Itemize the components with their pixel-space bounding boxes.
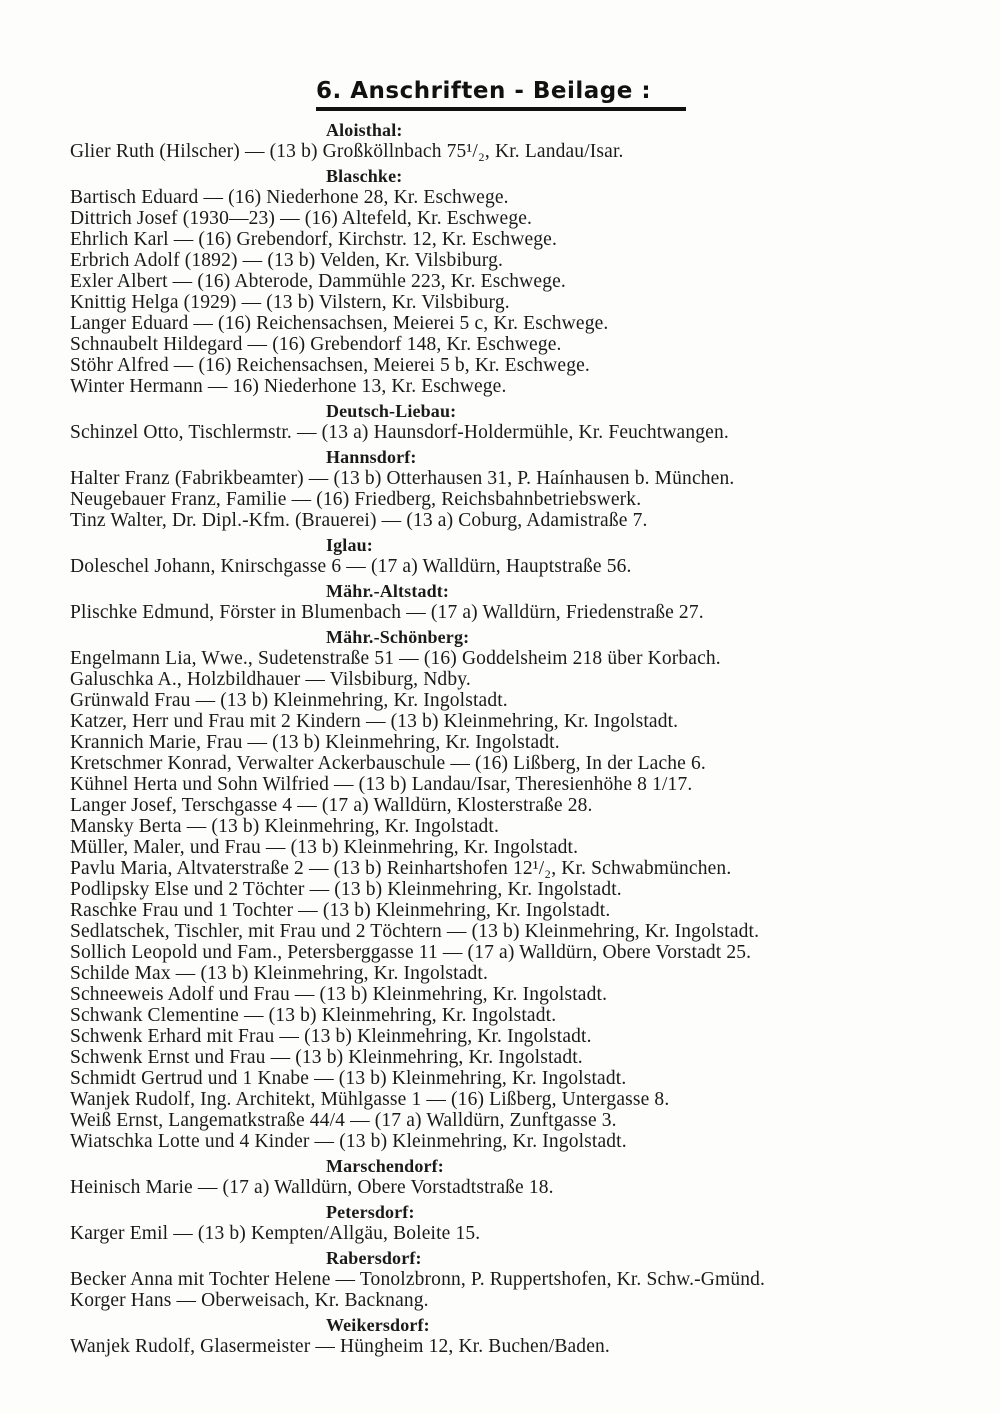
section-heading: Mähr.-Altstadt:: [326, 581, 450, 601]
address-entry: Ehrlich Karl — (16) Grebendorf, Kirchstr. 12, Kr. Eschwege.: [70, 229, 557, 250]
section: [70, 1247, 970, 1311]
section: [70, 1155, 970, 1198]
address-entry: Tinz Walter, Dr. Dipl.-Kfm. (Brauerei) — (13 a) Coburg, Adamistraße 7.: [70, 510, 648, 531]
address-entry: Bartisch Eduard — (16) Niederhone 28, Kr. Eschwege.: [70, 187, 509, 208]
address-list: [70, 116, 970, 1357]
address-entry: Glier Ruth (Hilscher) — (13 b) Großköllnbach 75¹/₂, Kr. Landau/Isar.: [70, 141, 624, 162]
section: [70, 626, 970, 1152]
address-entry: Sedlatschek, Tischler, mit Frau und 2 Töchtern — (13 b) Kleinmehring, Kr. Ingolstadt.: [70, 921, 760, 942]
address-entry: Schinzel Otto, Tischlermstr. — (13 a) Haunsdorf-Holdermühle, Kr. Feuchtwangen.: [70, 422, 729, 443]
section: [70, 1314, 970, 1357]
section: [70, 1201, 970, 1244]
address-entry: Erbrich Adolf (1892) — (13 b) Velden, Kr. Vilsbiburg.: [70, 250, 504, 271]
address-entry: Podlipsky Else und 2 Töchter — (13 b) Kleinmehring, Kr. Ingolstadt.: [70, 879, 622, 900]
section-heading: Petersdorf:: [326, 1202, 415, 1222]
address-entry: Langer Josef, Terschgasse 4 — (17 a) Walldürn, Klosterstraße 28.: [70, 795, 593, 816]
address-entry: Karger Emil — (13 b) Kempten/Allgäu, Boleite 15.: [70, 1223, 481, 1244]
address-entry: Heinisch Marie — (17 a) Walldürn, Obere Vorstadtstraße 18.: [70, 1177, 554, 1198]
address-entry: Weiß Ernst, Langematkstraße 44/4 — (17 a) Walldürn, Zunftgasse 3.: [70, 1110, 617, 1131]
section: [70, 534, 970, 577]
section-heading: Blaschke:: [326, 166, 403, 186]
address-entry: Schwenk Ernst und Frau — (13 b) Kleinmehring, Kr. Ingolstadt.: [70, 1047, 583, 1068]
section-heading: Deutsch-Liebau:: [326, 401, 457, 421]
address-entry: Katzer, Herr und Frau mit 2 Kindern — (13 b) Kleinmehring, Kr. Ingolstadt.: [70, 711, 679, 732]
address-entry: Korger Hans — Oberweisach, Kr. Backnang.: [70, 1290, 429, 1311]
address-entry: Pavlu Maria, Altvaterstraße 2 — (13 b) Reinhartshofen 12¹/₂, Kr. Schwabmünchen.: [70, 858, 732, 879]
address-entry: Müller, Maler, und Frau — (13 b) Kleinmehring, Kr. Ingolstadt.: [70, 837, 579, 858]
address-entry: Becker Anna mit Tochter Helene — Tonolzbronn, P. Ruppertshofen, Kr. Schw.-Gmünd.: [70, 1269, 766, 1290]
address-entry: Knittig Helga (1929) — (13 b) Vilstern, Kr. Vilsbiburg.: [70, 292, 510, 313]
section: [70, 400, 970, 443]
section-heading: Hannsdorf:: [326, 447, 417, 467]
section: [70, 580, 970, 623]
section-heading: Mähr.-Schönberg:: [326, 627, 470, 647]
address-entry: Kretschmer Konrad, Verwalter Ackerbauschule — (16) Lißberg, In der Lache 6.: [70, 753, 706, 774]
address-entry: Plischke Edmund, Förster in Blumenbach — (17 a) Walldürn, Friedenstraße 27.: [70, 602, 704, 623]
address-entry: Kühnel Herta und Sohn Wilfried — (13 b) Landau/Isar, Theresienhöhe 8 1/17.: [70, 774, 693, 795]
section: [70, 119, 970, 162]
address-entry: Engelmann Lia, Wwe., Sudetenstraße 51 — (16) Goddelsheim 218 über Korbach.: [70, 648, 721, 669]
address-entry: Wanjek Rudolf, Glasermeister — Hüngheim 12, Kr. Buchen/Baden.: [70, 1336, 610, 1357]
address-entry: Krannich Marie, Frau — (13 b) Kleinmehring, Kr. Ingolstadt.: [70, 732, 560, 753]
address-entry: Exler Albert — (16) Abterode, Dammühle 223, Kr. Eschwege.: [70, 271, 566, 292]
address-entry: Doleschel Johann, Knirschgasse 6 — (17 a) Walldürn, Hauptstraße 56.: [70, 556, 632, 577]
address-entry: Mansky Berta — (13 b) Kleinmehring, Kr. Ingolstadt.: [70, 816, 499, 837]
section: [70, 446, 970, 531]
address-entry: Dittrich Josef (1930—23) — (16) Altefeld, Kr. Eschwege.: [70, 208, 533, 229]
address-entry: Sollich Leopold und Fam., Petersberggasse 11 — (17 a) Walldürn, Obere Vorstadt 25.: [70, 942, 752, 963]
page-title: 6. Anschriften - Beilage :: [316, 78, 652, 104]
section-heading: Rabersdorf:: [326, 1248, 422, 1268]
address-entry: Langer Eduard — (16) Reichensachsen, Meierei 5 c, Kr. Eschwege.: [70, 313, 609, 334]
section-heading: Weikersdorf:: [326, 1315, 430, 1335]
address-entry: Galuschka A., Holzbildhauer — Vilsbiburg, Ndby.: [70, 669, 471, 690]
address-entry: Schilde Max — (13 b) Kleinmehring, Kr. Ingolstadt.: [70, 963, 489, 984]
title-underline: [316, 107, 686, 111]
address-entry: Schneeweis Adolf und Frau — (13 b) Kleinmehring, Kr. Ingolstadt.: [70, 984, 608, 1005]
address-entry: Schwenk Erhard mit Frau — (13 b) Kleinmehring, Kr. Ingolstadt.: [70, 1026, 592, 1047]
address-entry: Wiatschka Lotte und 4 Kinder — (13 b) Kleinmehring, Kr. Ingolstadt.: [70, 1131, 627, 1152]
section-heading: Aloisthal:: [326, 120, 403, 140]
address-entry: Schmidt Gertrud und 1 Knabe — (13 b) Kleinmehring, Kr. Ingolstadt.: [70, 1068, 627, 1089]
address-entry: Grünwald Frau — (13 b) Kleinmehring, Kr. Ingolstadt.: [70, 690, 508, 711]
address-entry: Raschke Frau und 1 Tochter — (13 b) Kleinmehring, Kr. Ingolstadt.: [70, 900, 611, 921]
address-entry: Stöhr Alfred — (16) Reichensachsen, Meierei 5 b, Kr. Eschwege.: [70, 355, 590, 376]
address-entry: Schnaubelt Hildegard — (16) Grebendorf 148, Kr. Eschwege.: [70, 334, 562, 355]
section-heading: Marschendorf:: [326, 1156, 444, 1176]
section-heading: Iglau:: [326, 535, 373, 555]
section: [70, 165, 970, 397]
address-entry: Halter Franz (Fabrikbeamter) — (13 b) Otterhausen 31, P. Haínhausen b. München.: [70, 468, 735, 489]
address-entry: Winter Hermann — 16) Niederhone 13, Kr. Eschwege.: [70, 376, 507, 397]
address-entry: Schwank Clementine — (13 b) Kleinmehring, Kr. Ingolstadt.: [70, 1005, 557, 1026]
address-entry: Neugebauer Franz, Familie — (16) Friedberg, Reichsbahnbetriebswerk.: [70, 489, 642, 510]
address-entry: Wanjek Rudolf, Ing. Architekt, Mühlgasse 1 — (16) Lißberg, Untergasse 8.: [70, 1089, 670, 1110]
